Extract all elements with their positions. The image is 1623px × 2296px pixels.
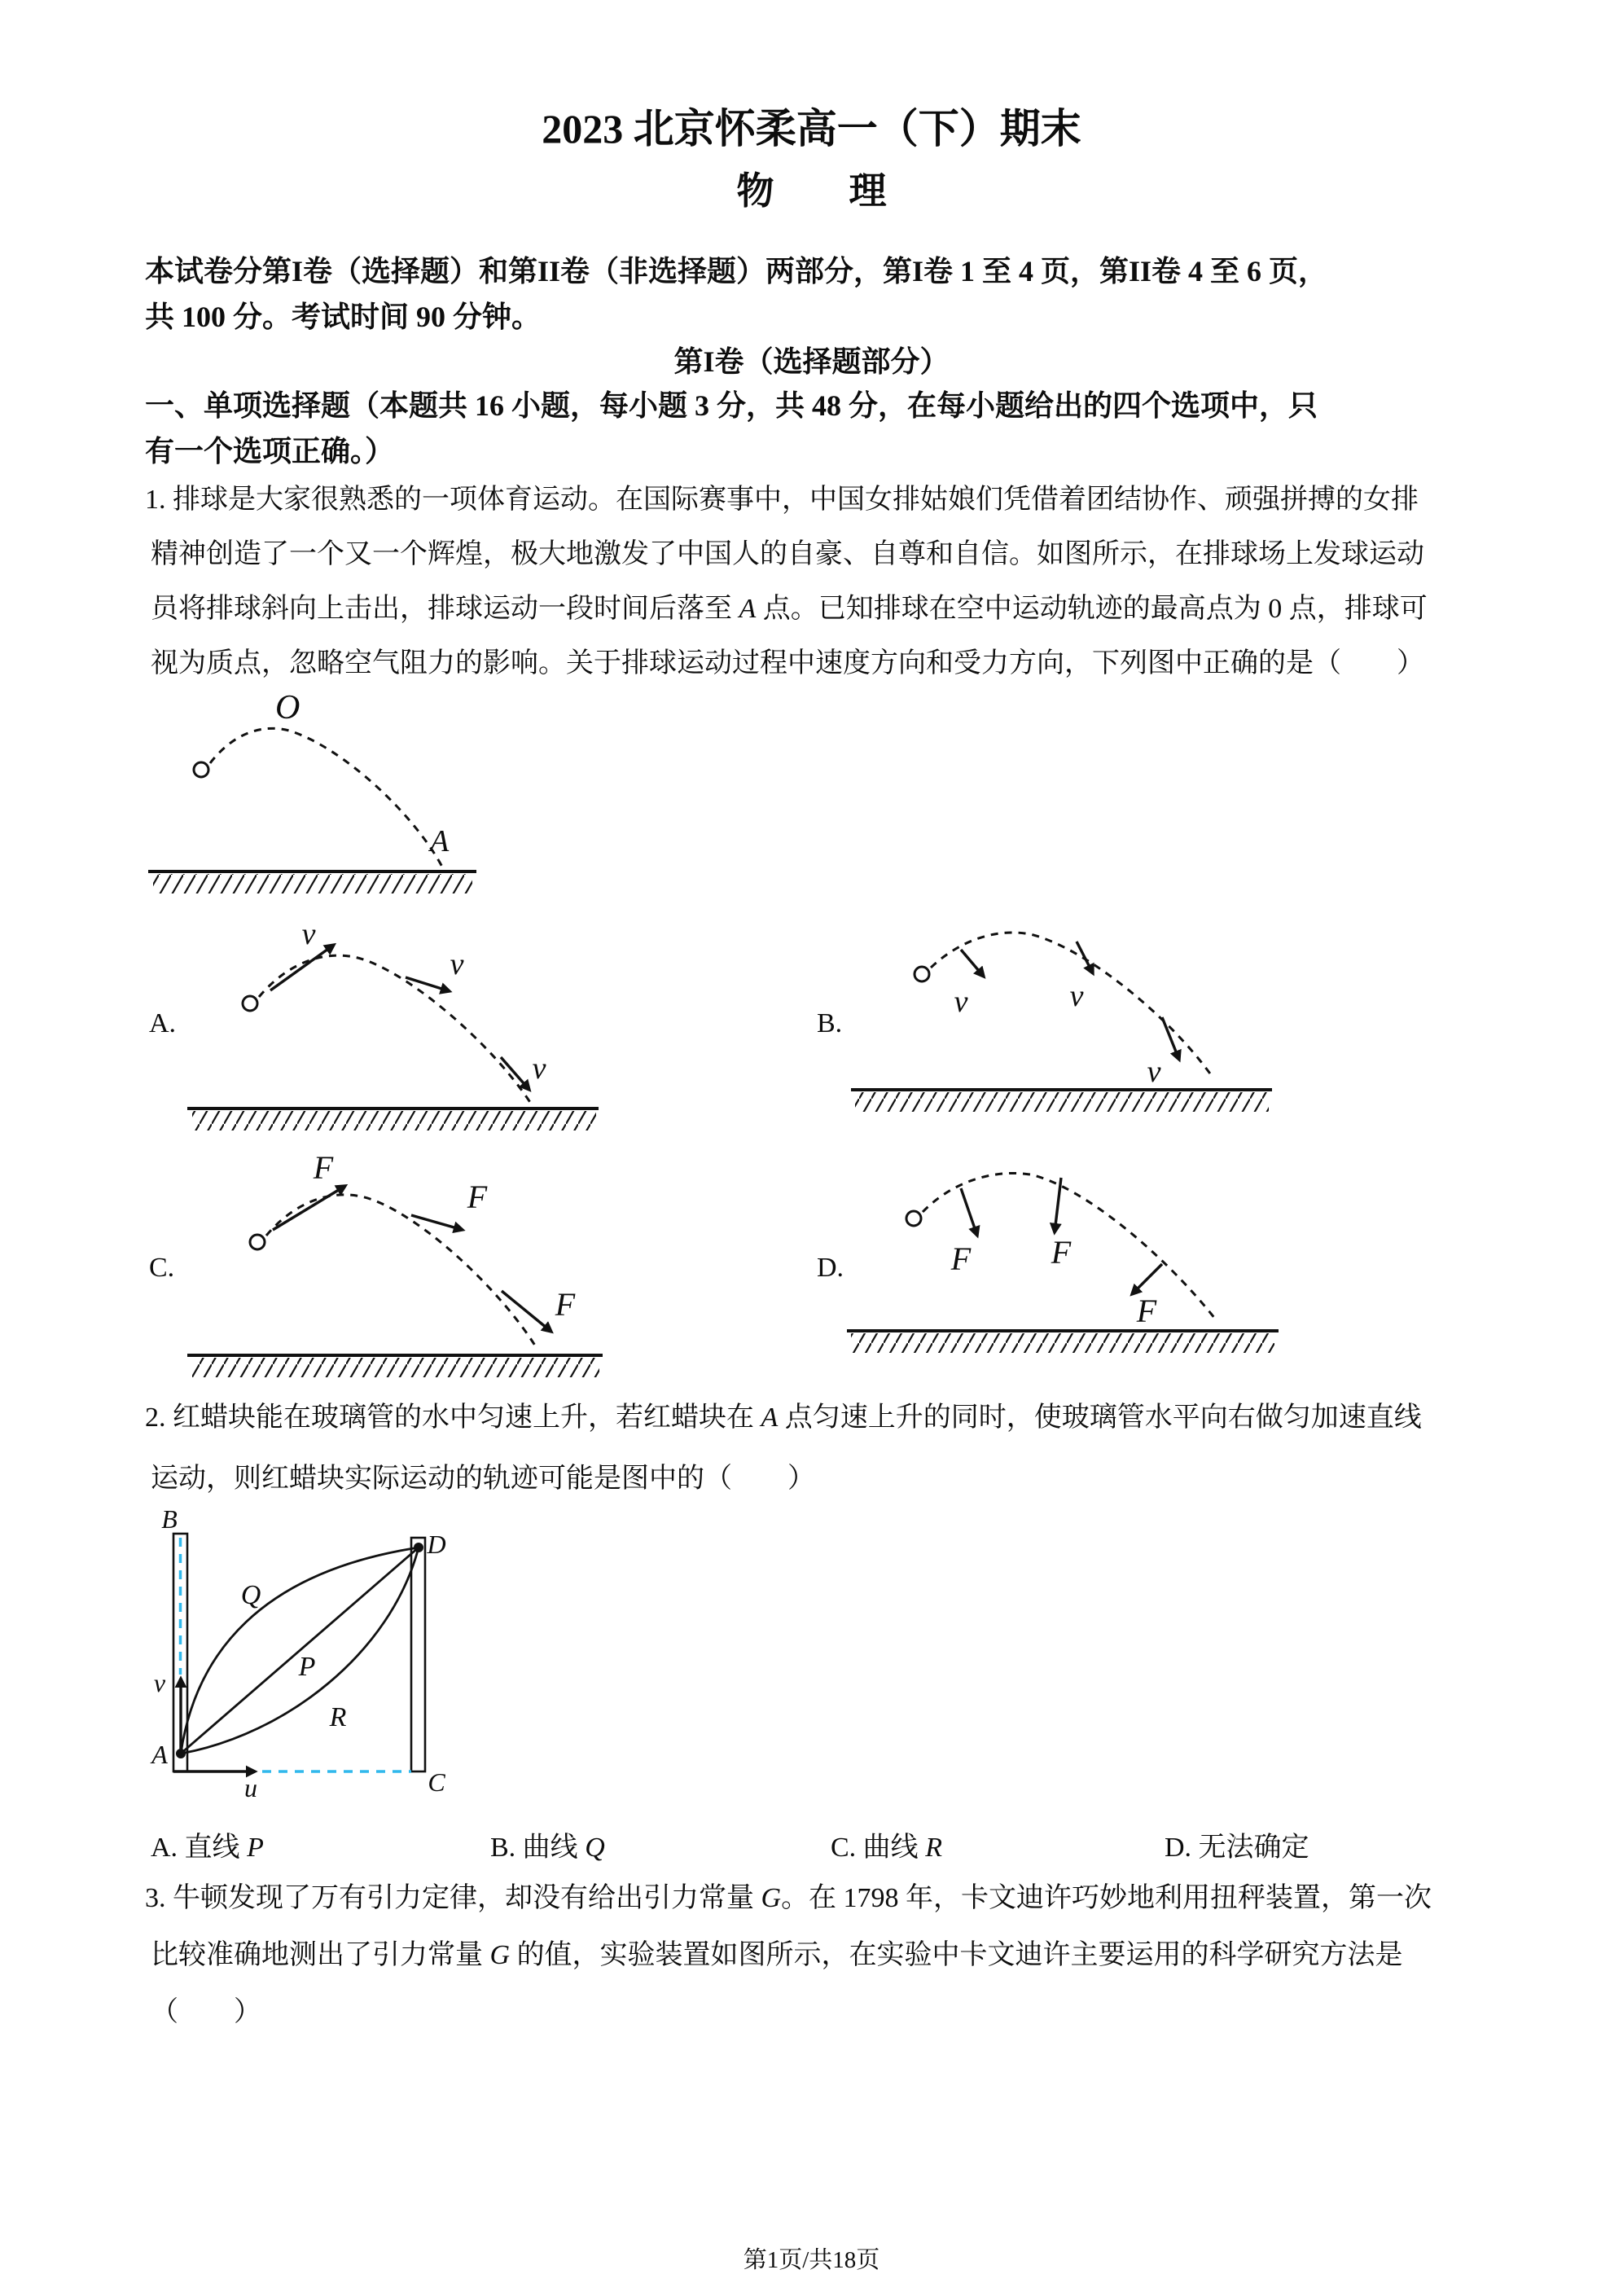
- point-a-dot: [176, 1749, 186, 1758]
- velocity-arrow: [1162, 1017, 1179, 1060]
- option-c-figure: [187, 1149, 611, 1389]
- trajectory-path: [259, 955, 531, 1104]
- vector-label: F: [467, 1179, 488, 1215]
- option-a-figure: [187, 912, 611, 1148]
- vector-label: F: [555, 1286, 576, 1323]
- label-r: R: [329, 1702, 347, 1732]
- label-b: B: [161, 1504, 178, 1534]
- vector-label: v: [532, 1051, 546, 1086]
- q2-option-a: [151, 1824, 264, 1864]
- q2-line: 运动，则红蜡块实际运动的轨迹可能是图中的（ ）: [151, 1464, 815, 1494]
- option-text: C. 曲线: [831, 1833, 926, 1863]
- vector-label: F: [1051, 1234, 1072, 1271]
- option-d-figure: [847, 1152, 1287, 1364]
- ground-hatching: [192, 1358, 599, 1377]
- option-math: Q: [585, 1833, 605, 1863]
- section-instruction: 有一个选项正确。）: [145, 435, 395, 468]
- trajectory-diagram: [147, 684, 497, 900]
- option-c-label: C.: [149, 1253, 175, 1283]
- q2-option-b: [490, 1824, 605, 1864]
- velocity-diagram-b: [847, 908, 1287, 1116]
- option-math: P: [247, 1833, 264, 1863]
- ball-icon: [243, 996, 257, 1011]
- option-text: A. 直线: [151, 1833, 248, 1863]
- section-instruction: 一、单项选择题（本题共 16 小题，每小题 3 分，共 48 分，在每小题给出的四个选项中，只: [145, 389, 1318, 422]
- glass-tube-diagram: [147, 1504, 468, 1802]
- vector-label: v: [1147, 1055, 1161, 1089]
- vector-label: F: [313, 1149, 334, 1186]
- label-c: C: [428, 1767, 445, 1797]
- line-p: [181, 1547, 419, 1754]
- q3-line: 3. 牛顿发现了万有引力定律，却没有给出引力常量 G。在 1798 年，卡文迪许巧妙地利用扭秤装置，第一次: [145, 1883, 1432, 1913]
- ball-icon: [906, 1211, 921, 1226]
- option-math: R: [925, 1833, 942, 1863]
- force-diagram-c: [187, 1149, 611, 1389]
- q3-line: 比较准确地测出了引力常量 G 的值，实验装置如图所示，在实验中卡文迪许主要运用的科学研究方法是: [151, 1940, 1403, 1970]
- vector-label: v: [450, 947, 464, 981]
- force-arrow: [961, 1188, 977, 1236]
- label-q: Q: [240, 1580, 261, 1610]
- option-b-label: B.: [817, 1008, 843, 1038]
- point-d-dot: [414, 1543, 423, 1552]
- force-diagram-d: [847, 1152, 1287, 1364]
- trajectory-path: [210, 728, 444, 870]
- label-d: D: [427, 1530, 446, 1559]
- ball-icon: [194, 762, 208, 777]
- right-tube: [411, 1538, 425, 1771]
- force-arrow: [411, 1215, 463, 1230]
- force-arrow: [1132, 1264, 1162, 1294]
- q1-line: 1. 排球是大家很熟悉的一项体育运动。在国际赛事中，中国女排姑娘们凭借着团结协作、顽强拼搏的女排: [145, 485, 1419, 515]
- force-arrow: [273, 1186, 345, 1230]
- q2-figure: [147, 1504, 468, 1802]
- vector-label: v: [954, 985, 968, 1019]
- q1-main-figure: [147, 684, 497, 900]
- page-footer: 第1页/共18页: [743, 2247, 880, 2273]
- label-u: u: [244, 1773, 257, 1802]
- label-v: v: [153, 1668, 166, 1697]
- option-text: D. 无法确定: [1165, 1833, 1309, 1863]
- velocity-arrow: [961, 950, 984, 977]
- velocity-arrow: [1077, 942, 1093, 973]
- vector-label: v: [301, 917, 316, 951]
- q2-option-c: [831, 1824, 942, 1864]
- vector-label: v: [1069, 979, 1084, 1013]
- ball-icon: [915, 967, 929, 981]
- label-p: P: [298, 1652, 316, 1682]
- ground-hatching: [192, 1111, 596, 1130]
- part1-heading: 第I卷（选择题部分）: [673, 345, 950, 378]
- q1-line: 视为质点，忽略空气阻力的影响。关于排球运动过程中速度方向和受力方向，下列图中正确的是（ ）: [151, 648, 1424, 678]
- option-b-figure: [847, 908, 1287, 1116]
- velocity-diagram-a: [187, 912, 611, 1148]
- subject-title: 物 理: [736, 170, 887, 212]
- ground-hatching: [855, 1092, 1269, 1112]
- q1-line: 精神创造了一个又一个辉煌，极大地激发了中国人的自豪、自尊和自信。如图所示，在排球场上发球运动: [151, 539, 1424, 569]
- q1-line: 员将排球斜向上击出，排球运动一段时间后落至 A 点。已知排球在空中运动轨迹的最高点为 0 点，排球可: [151, 594, 1428, 624]
- option-a-label: A.: [149, 1008, 177, 1038]
- force-arrow: [1055, 1178, 1061, 1232]
- peak-label: O: [275, 689, 300, 727]
- q2-option-d: [1165, 1824, 1309, 1864]
- ground-hatching: [851, 1333, 1274, 1353]
- trajectory-path: [266, 1195, 535, 1346]
- ground-hatching: [153, 874, 472, 893]
- intro-line: 本试卷分第I卷（选择题）和第II卷（非选择题）两部分，第I卷 1 至 4 页，第II卷 4 至 6 页，: [145, 255, 1328, 288]
- landing-label: A: [430, 824, 450, 858]
- option-d-label: D.: [817, 1253, 844, 1283]
- intro-line: 共 100 分。考试时间 90 分钟。: [145, 301, 542, 333]
- vector-label: F: [950, 1240, 972, 1277]
- q3-line: （ ）: [151, 1997, 261, 2027]
- ball-icon: [250, 1235, 265, 1249]
- option-text: B. 曲线: [490, 1833, 586, 1863]
- velocity-arrow: [270, 945, 334, 990]
- vector-label: F: [1136, 1293, 1157, 1329]
- label-a: A: [151, 1740, 168, 1769]
- q2-line: 2. 红蜡块能在玻璃管的水中匀速上升，若红蜡块在 A 点匀速上升的同时，使玻璃管水平向右做匀加速直线: [145, 1403, 1422, 1433]
- page-title: 2023 北京怀柔高一（下）期末: [542, 106, 1081, 151]
- velocity-arrow: [501, 1057, 529, 1090]
